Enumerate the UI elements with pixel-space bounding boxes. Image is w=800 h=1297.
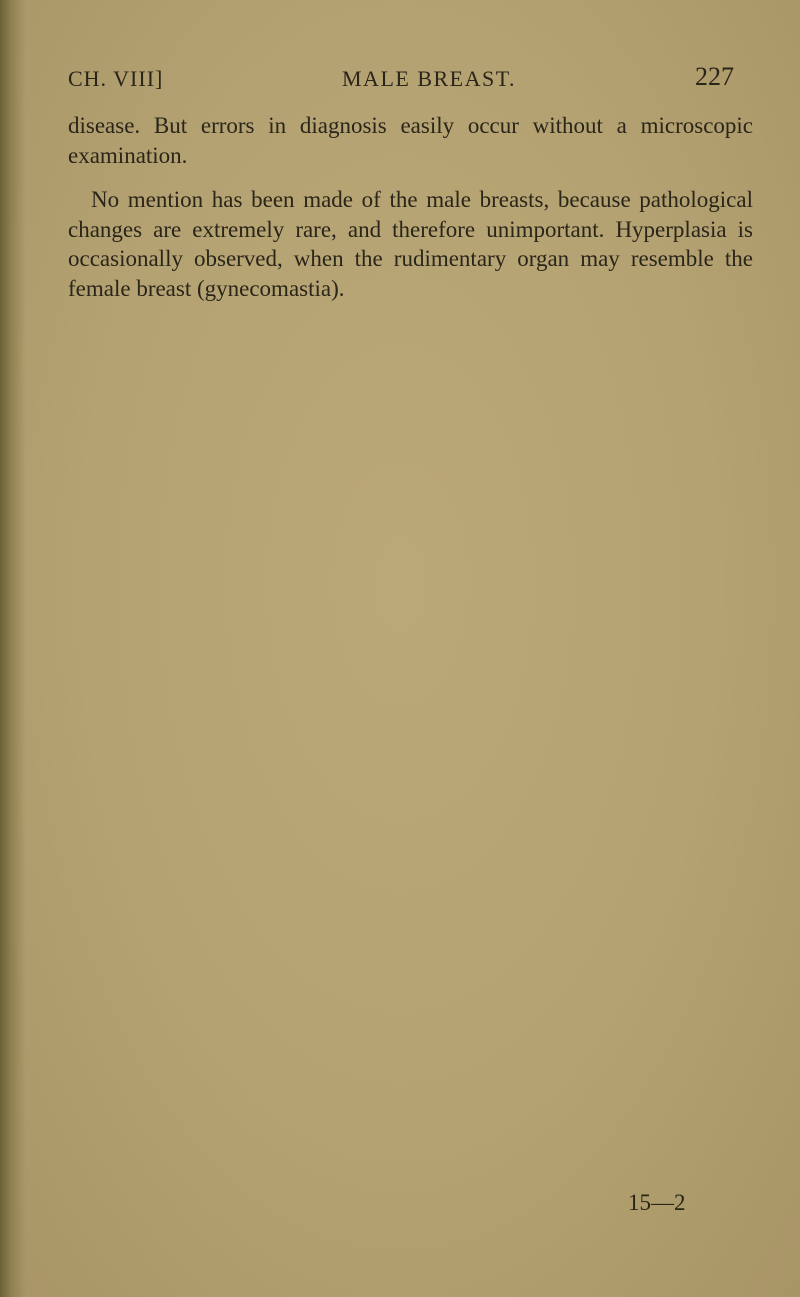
paragraph: disease. But errors in diagnosis easily occur without a microscopic examination. xyxy=(68,113,753,168)
running-title: MALE BREAST. xyxy=(342,66,517,91)
page-number: 227 xyxy=(695,62,734,91)
running-header xyxy=(68,60,734,94)
signature-mark: 15—2 xyxy=(628,1190,686,1215)
binding-shadow xyxy=(0,0,26,1297)
chapter-label: CH. VIII] xyxy=(68,66,164,91)
body-text xyxy=(68,111,753,303)
paragraph: No mention has been made of the male breasts, because pathological changes are extremely rare, and therefore unimportant. Hyperplasia is occasionally observed, when the rudimentary organ may resemble the female breast (gynecomastia). xyxy=(68,187,753,301)
